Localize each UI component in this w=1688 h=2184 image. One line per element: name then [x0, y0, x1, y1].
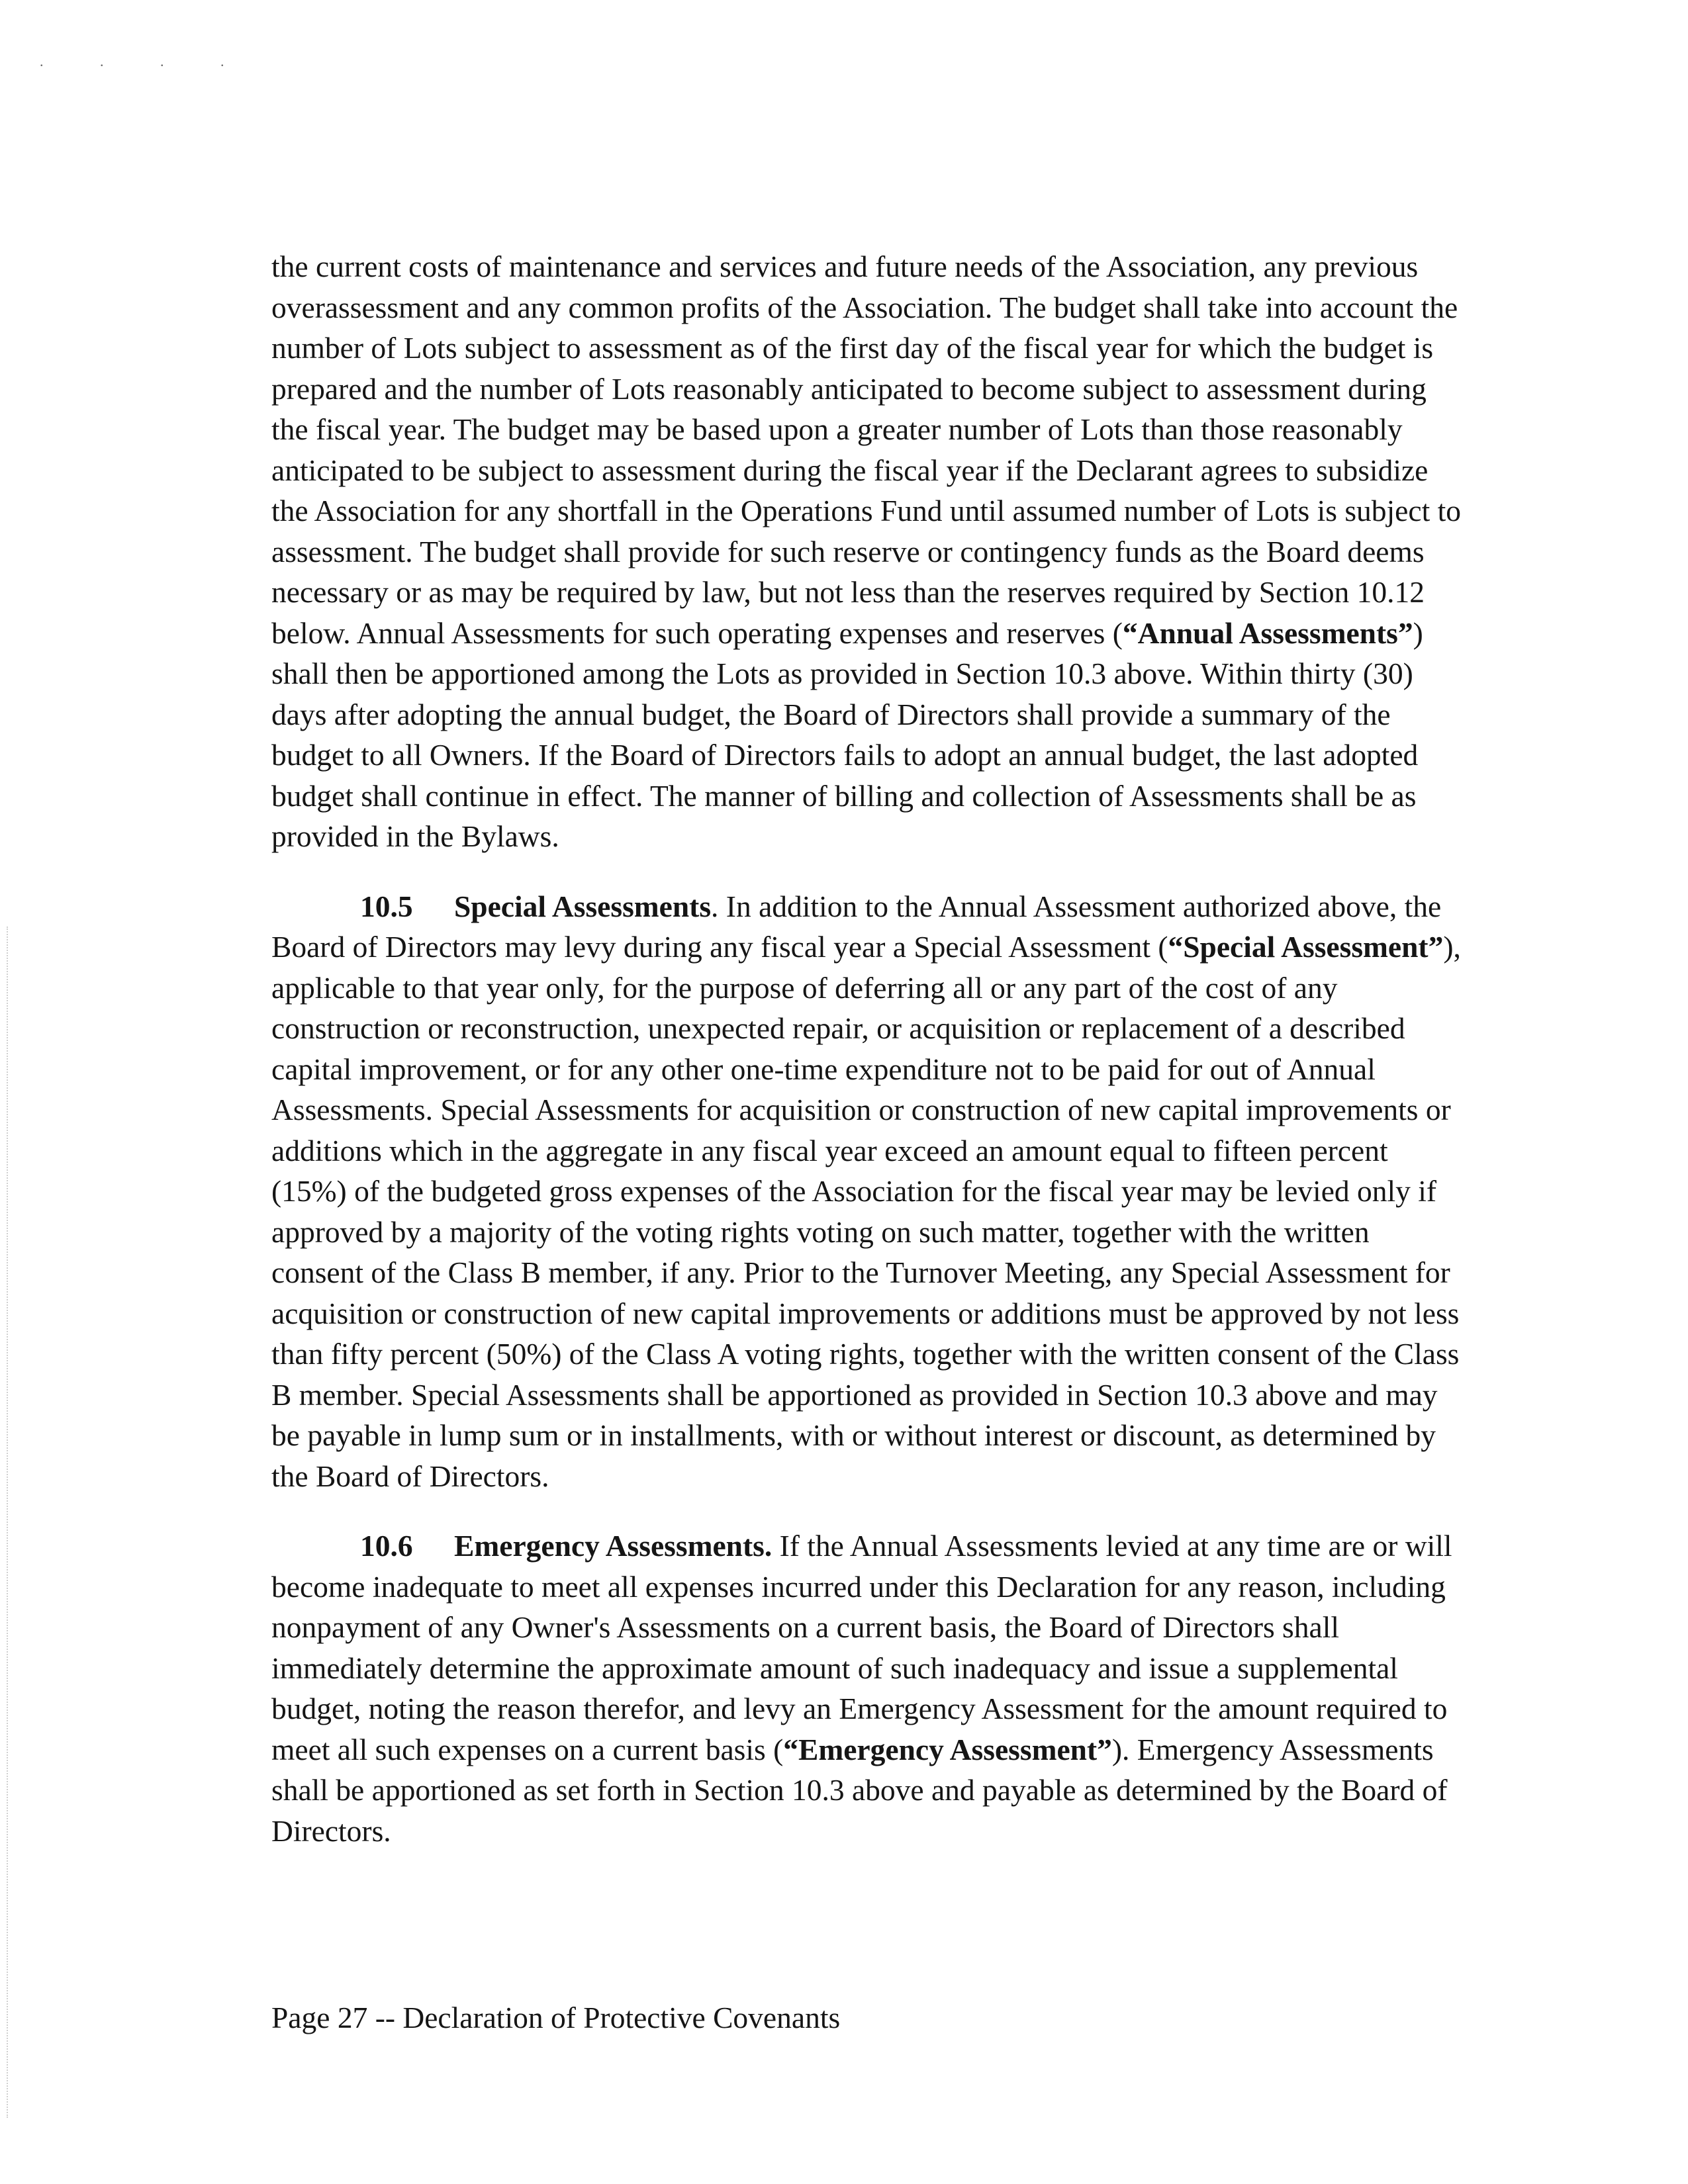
paragraph-text: the current costs of maintenance and services and future needs of the Association, any previous overassessment and any common profits of the Association. The budget shall take into account the number of Lots subject to assessment as of the first day of the fiscal year for which the budget is prepared and the number of Lots reasonably anticipated to become subject to assessment during the fiscal year. The budget may be based upon a greater number of Lots than those reasonably anticipated to be subject to assessment during the fiscal year if the Declarant agrees to subsidize the Association for any shortfall in the Operations Fund until assumed number of Lots is subject to assessment. The budget shall provide for such reserve or contingency funds as the Board deems necessary or as may be required by law, but not less than the reserves required by Section 10.12 below. Annual Assessments for such operating expenses and reserves ( — [271, 250, 1461, 650]
section-heading: Emergency Assessments. — [454, 1529, 773, 1563]
section-number: 10.5 — [360, 889, 413, 923]
paragraph-text: If the Annual Assessments levied at any time are or will become inadequate to meet all expenses incurred under this Declaration for any reason, including nonpayment of any Owner's Assessments on a current basis, the Board of Directors shall immediately determine the approximate amount of such inadequacy and issue a supplemental budget, noting the reason therefor, and levy an Emergency Assessment for the amount required to meet all such expenses on a current basis ( — [271, 1529, 1452, 1766]
section-number: 10.6 — [360, 1529, 413, 1563]
paragraph-budget-continuation — [271, 246, 1463, 857]
scan-edge-line — [7, 927, 9, 2118]
section-heading: Special Assessments — [454, 889, 712, 923]
paragraph-text: ), applicable to that year only, for the purpose of deferring all or any part of the cost of any construction or reconstruction, unexpected repair, or acquisition or replacement of a described capital improvement, or for any other one-time expenditure not to be paid for out of Annual Assessments. Special Assessments for acquisition or construction of new capital improvements or additions which in the aggregate in any fiscal year exceed an amount equal to fifteen percent (15%) of the budgeted gross expenses of the Association for the fiscal year may be levied only if approved by a majority of the voting rights voting on such matter, together with the written consent of the Class B member, if any. Prior to the Turnover Meeting, any Special Assessment for acquisition or construction of new capital improvements or additions must be approved by not less than fifty percent (50%) of the Class A voting rights, together with the written consent of the Class B member. Special Assessments shall be apportioned as provided in Section 10.3 above and may be payable in lump sum or in installments, with or without interest or discount, as determined by the Board of Directors. — [271, 930, 1461, 1493]
defined-term: “Special Assessment” — [1168, 930, 1444, 964]
paragraph-text: ) shall then be apportioned among the Lots as provided in Section 10.3 above. Within thirty (30) days after adopting the annual budget, the Board of Directors shall provide a summary of the budget to all Owners. If the Board of Directors fails to adopt an annual budget, the last adopted budget shall continue in effect. The manner of billing and collection of Assessments shall be as provided in the Bylaws. — [271, 615, 1423, 853]
defined-term: “Annual Assessments” — [1122, 615, 1413, 650]
section-10-5-special-assessments — [271, 886, 1463, 1497]
page-footer: Page 27 -- Declaration of Protective Covenants — [271, 2001, 841, 2034]
paragraph-text: . In addition to the Annual Assessment authorized above, the Board of Directors may levy during any fiscal year a Special Assessment ( — [271, 889, 1442, 964]
section-10-6-emergency-assessments — [271, 1525, 1463, 1851]
scan-artifact-marks: . . . . — [40, 53, 251, 69]
defined-term: “Emergency Assessment” — [783, 1732, 1112, 1766]
paragraph-text: ). Emergency Assessments shall be apportioned as set forth in Section 10.3 above and payable as determined by the Board of Directors. — [271, 1732, 1448, 1848]
document-body — [271, 246, 1463, 1880]
